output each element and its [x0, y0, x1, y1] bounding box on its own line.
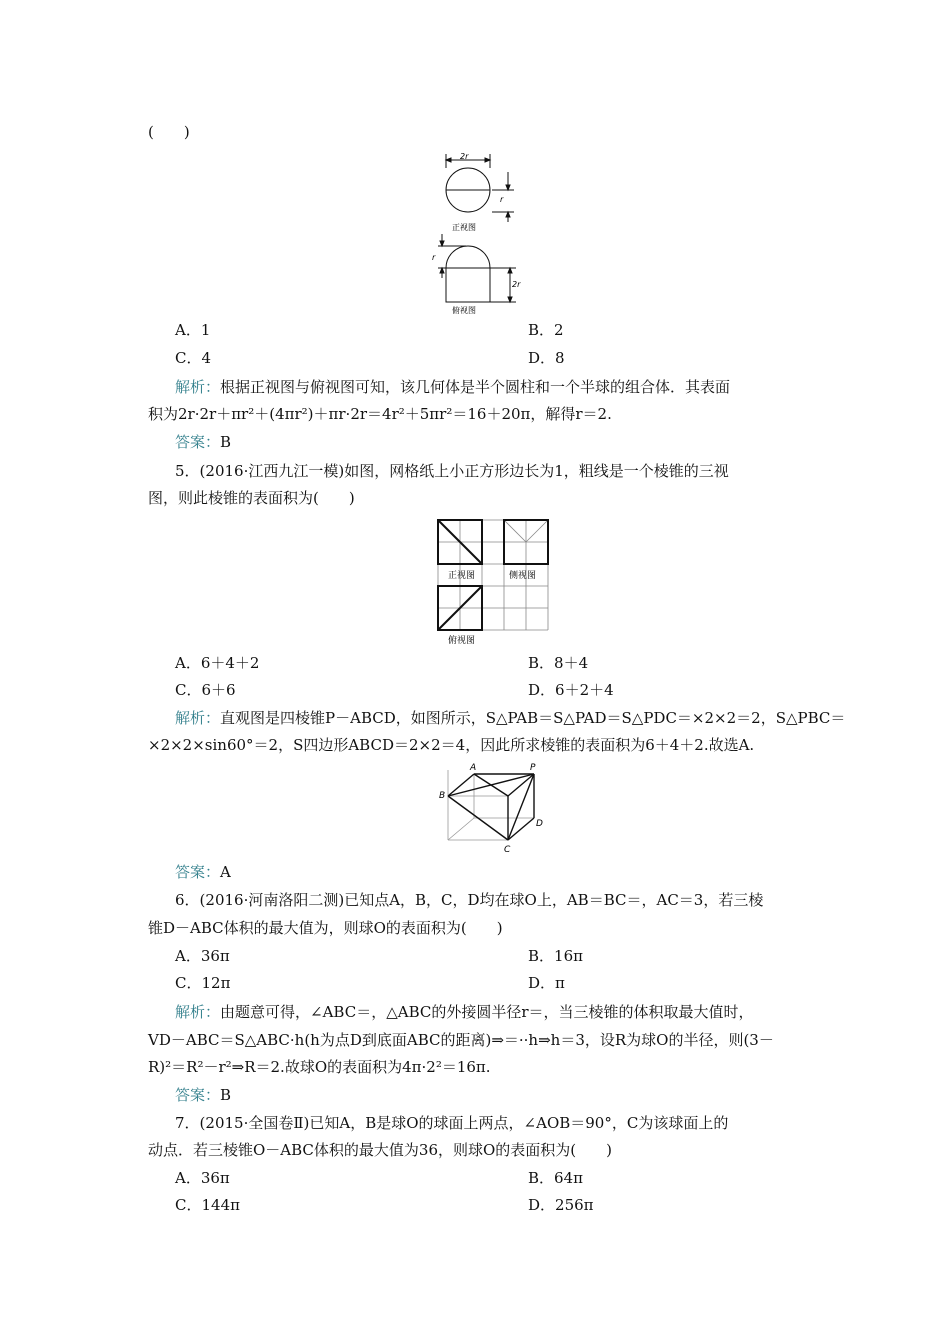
- cube-label-a: A: [470, 763, 477, 773]
- q5-grid-three-view: [436, 518, 551, 648]
- q4-analysis-line2: 积为2r·2r＋πr²＋(4πr²)＋πr·2r＝4r²＋5πr²＝16＋20π，解得r＝2.: [148, 405, 612, 423]
- q7-option-d: D．256π: [528, 1196, 594, 1214]
- q6-line1: 6．(2016·河南洛阳二测)已知点A，B，C，D均在球O上，AB＝BC＝，AC＝3，若三棱: [175, 891, 764, 909]
- q5-option-d: D．6＋2＋4: [528, 681, 614, 699]
- q6-analysis-line2: VD－ABC＝S△ABC·h(h为点D到底面ABC的距离)⇒＝··h⇒h＝3，设R为球O的半径，则(3－: [148, 1031, 774, 1049]
- cube-label-c: C: [504, 845, 511, 855]
- q4-option-b: B．2: [528, 321, 564, 339]
- label-2r-top: 2r: [460, 152, 469, 161]
- q5-analysis-line1: 解析：直观图是四棱锥P－ABCD，如图所示，S△PAB＝S△PAD＝S△PDC＝×2×2＝2，S△PBC＝: [175, 709, 846, 727]
- q5-pyramid-in-cube: [438, 760, 550, 856]
- label-2r-side: 2r: [512, 280, 521, 289]
- q6-analysis-line1: 解析：由题意可得，∠ABC＝，△ABC的外接圆半径r＝，当三棱锥的体积取最大值时，: [175, 1003, 754, 1021]
- q5-line2: 图，则此棱锥的表面积为( ): [148, 489, 355, 507]
- q5-option-b: B．8＋4: [528, 654, 589, 672]
- q5-option-a: A．6＋4＋2: [175, 654, 260, 672]
- q6-analysis-line3: R)²＝R²－r²⇒R＝2.故球O的表面积为4π·2²＝16π.: [148, 1058, 491, 1076]
- q7-option-a: A．36π: [175, 1169, 230, 1187]
- q7-line2: 动点．若三棱锥O－ABC体积的最大值为36，则球O的表面积为( ): [148, 1141, 612, 1159]
- q4-answer: 答案：B: [175, 433, 232, 451]
- q5-answer: 答案：A: [175, 863, 231, 881]
- cube-label-d: D: [536, 819, 543, 829]
- q5-analysis-line2: ×2×2×sin60°＝2，S四边形ABCD＝2×2＝4，因此所求棱锥的表面积为6＋4＋2.故选A.: [148, 736, 755, 754]
- q6-option-c: C．12π: [175, 974, 231, 992]
- q5-line1: 5．(2016·江西九江一模)如图，网格纸上小正方形边长为1，粗线是一个棱锥的三视: [175, 462, 729, 480]
- label-r-front: r: [500, 195, 504, 204]
- label-r-top: r: [432, 253, 436, 262]
- grid-front-view-label: 正视图: [448, 571, 476, 581]
- grid-top-view-label: 俯视图: [448, 636, 476, 646]
- question-paren: ( ): [148, 123, 190, 141]
- q4-three-view-figure: [432, 150, 530, 315]
- q6-line2: 锥D－ABC体积的最大值为，则球O的表面积为( ): [148, 919, 503, 937]
- q6-option-b: B．16π: [528, 947, 583, 965]
- q6-answer: 答案：B: [175, 1086, 232, 1104]
- cube-label-p: P: [530, 763, 536, 773]
- top-view-outline: [446, 246, 490, 302]
- q4-option-c: C．4: [175, 349, 212, 367]
- q5-option-c: C．6＋6: [175, 681, 236, 699]
- q6-option-d: D．π: [528, 974, 565, 992]
- q4-option-a: A．1: [175, 321, 211, 339]
- q7-line1: 7．(2015·全国卷Ⅱ)已知A，B是球O的球面上两点，∠AOB＝90°，C为该球面上的: [175, 1114, 729, 1132]
- grid-side-view-label: 侧视图: [509, 571, 537, 581]
- q7-option-c: C．144π: [175, 1196, 240, 1214]
- q6-option-a: A．36π: [175, 947, 230, 965]
- front-view-label: 正视图: [452, 223, 476, 232]
- cube-label-b: B: [439, 791, 446, 801]
- q4-analysis-line1: 解析：根据正视图与俯视图可知，该几何体是半个圆柱和一个半球的组合体．其表面: [175, 378, 731, 396]
- q4-option-d: D．8: [528, 349, 565, 367]
- q7-option-b: B．64π: [528, 1169, 583, 1187]
- top-view-label: 俯视图: [452, 306, 476, 315]
